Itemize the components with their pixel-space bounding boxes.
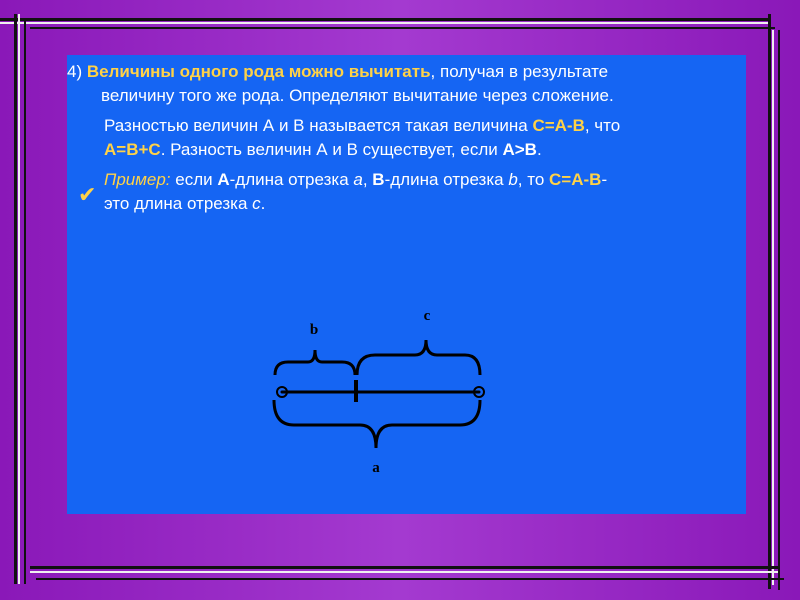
frame-bottom-line bbox=[30, 566, 778, 569]
frame-left-line bbox=[14, 14, 17, 584]
ex-A: А bbox=[217, 170, 230, 189]
ex-b: b bbox=[508, 170, 518, 189]
frame-bottom-line-light bbox=[30, 571, 778, 573]
ex-text-4: -длина отрезка bbox=[384, 170, 509, 189]
frame-left-line-2 bbox=[24, 20, 26, 584]
def-condition: А>В bbox=[502, 140, 537, 159]
paragraph-example bbox=[67, 168, 727, 216]
label-a: a bbox=[372, 460, 380, 476]
intro-bold: Величины одного рода можно вычитать bbox=[86, 62, 431, 81]
ex-c: с bbox=[252, 194, 261, 213]
def-formula-1: С=А-В bbox=[532, 116, 585, 135]
checkmark-bullet-icon: ✔ bbox=[78, 182, 97, 207]
endpoint-right-dot bbox=[478, 391, 481, 394]
brace-b bbox=[275, 350, 355, 375]
def-text-4: . bbox=[536, 140, 542, 159]
ex-line2-text: это длина отрезка bbox=[104, 194, 253, 213]
item-number: 4) bbox=[67, 62, 83, 81]
ex-line2-end: . bbox=[260, 194, 266, 213]
segment-diagram bbox=[260, 300, 500, 480]
example-label: Пример: bbox=[104, 170, 171, 189]
def-text-2: , что bbox=[584, 116, 621, 135]
paragraph-intro bbox=[67, 60, 727, 108]
paragraph-definition bbox=[67, 114, 727, 162]
label-c: c bbox=[423, 308, 431, 324]
frame-top-line bbox=[0, 18, 770, 21]
ex-formula: С=А-В bbox=[549, 170, 602, 189]
brace-c bbox=[357, 340, 480, 375]
ex-text-5: , то bbox=[517, 170, 550, 189]
ex-text-1: если bbox=[170, 170, 218, 189]
def-text-1: Разностью величин А и В называется такая величина bbox=[104, 116, 533, 135]
ex-B: В bbox=[372, 170, 385, 189]
slide-text bbox=[67, 60, 727, 216]
frame-left-line-light bbox=[18, 14, 20, 584]
intro-rest: , получая в результате bbox=[430, 62, 609, 81]
intro-line2: величину того же рода. Определяют вычитание через сложение. bbox=[101, 86, 614, 105]
frame-top-line-2 bbox=[30, 27, 775, 29]
ex-text-3: , bbox=[362, 170, 373, 189]
frame-right-line-2 bbox=[778, 30, 780, 590]
def-text-3: . Разность величин А и В существует, если bbox=[160, 140, 503, 159]
brace-a bbox=[274, 400, 480, 448]
frame-top-line-light bbox=[0, 22, 770, 24]
label-b: b bbox=[309, 322, 319, 338]
ex-text-2: -длина отрезка bbox=[229, 170, 354, 189]
def-formula-2: А=В+С bbox=[104, 140, 161, 159]
endpoint-left-dot bbox=[281, 391, 284, 394]
frame-bottom-line-2 bbox=[36, 578, 784, 580]
ex-text-6: - bbox=[601, 170, 608, 189]
ex-a: а bbox=[353, 170, 363, 189]
frame-right-line-light bbox=[772, 30, 774, 585]
frame-right-line bbox=[768, 14, 771, 589]
